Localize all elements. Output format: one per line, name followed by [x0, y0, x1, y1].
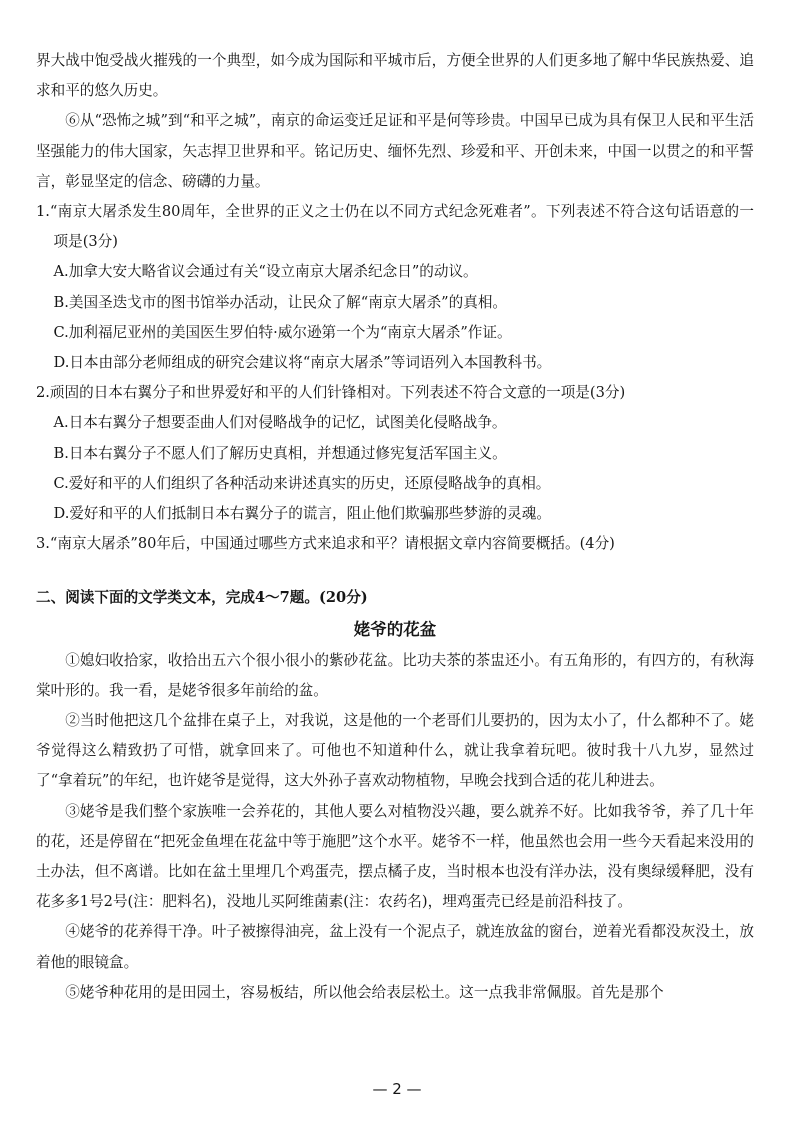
passage-paragraph: 界大战中饱受战火摧残的一个典型，如今成为国际和平城市后，方便全世界的人们更多地了解中华民族热爱、追求和平的悠久历史。	[36, 52, 754, 100]
question-option: C.爱好和平的人们组织了各种活动来讲述真实的历史，还原侵略战争的真相。	[53, 474, 551, 492]
question-option: C.加利福尼亚州的美国医生罗伯特·威尔逊第一个为“南京大屠杀”作证。	[53, 323, 512, 341]
question-option: A.加拿大安大略省议会通过有关“设立南京大屠杀纪念日”的动议。	[53, 263, 478, 281]
question-option: D.爱好和平的人们抵制日本右翼分子的谎言，阻止他们欺骗那些梦游的灵魂。	[53, 505, 551, 523]
question-stem: 2.顽固的日本右翼分子和世界爱好和平的人们针锋相对。下列表述不符合文意的一项是(3分)	[36, 384, 626, 402]
question-option: D.日本由部分老师组成的研究会建议将“南京大屠杀”等词语列入本国教科书。	[53, 354, 552, 372]
question-option: A.日本右翼分子想要歪曲人们对侵略战争的记忆，试图美化侵略战争。	[53, 414, 507, 432]
story-title: 姥爷的花盆	[353, 619, 437, 639]
story-paragraph: ②当时他把这几个盆排在桌子上，对我说，这是他的一个老哥们儿要扔的，因为太小了，什么都种不了。姥爷觉得这么精致扔了可惜，就拿回来了。可他也不知道种什么，就让我拿着玩吧。彼时我十八九岁，显然过了“拿着玩”的年纪，也许姥爷是觉得，这大外孙子喜欢动物植物，早晚会找到合适的花儿种进去。	[36, 712, 754, 790]
page-number: — 2 —	[372, 1080, 422, 1098]
story-paragraph: ①媳妇收拾家，收拾出五六个很小很小的紫砂花盆。比功夫茶的茶盅还小。有五角形的，有四方的，有秋海棠叶形的。我一看，是姥爷很多年前给的盆。	[36, 651, 754, 699]
question-stem: 1.“南京大屠杀发生80周年，全世界的正义之士仍在以不同方式纪念死难者”。下列表述不符合这句话语意的一项是(3分)	[36, 203, 754, 251]
question-3: 3.“南京大屠杀”80年后，中国通过哪些方式来追求和平？请根据文章内容简要概括。(4分)	[36, 535, 615, 553]
section-heading: 二、阅读下面的文学类文本，完成4～7题。(20分)	[36, 589, 368, 607]
question-option: B.美国圣迭戈市的图书馆举办活动，让民众了解“南京大屠杀”的真相。	[53, 293, 508, 311]
passage-paragraph: ⑥从“恐怖之城”到“和平之城”，南京的命运变迁足证和平是何等珍贵。中国早已成为具有保卫人民和平生活坚强能力的伟大国家，矢志捍卫世界和平。铭记历史、缅怀先烈、珍爱和平、开创未来，中国一以贯之的和平誓言，彰显坚定的信念、磅礴的力量。	[36, 112, 754, 190]
story-paragraph: ④姥爷的花养得干净。叶子被擦得油亮，盆上没有一个泥点子，就连放盆的窗台，逆着光看都没灰没土，放着他的眼镜盒。	[36, 923, 754, 971]
story-paragraph: ⑤姥爷种花用的是田园土，容易板结，所以他会给表层松土。这一点我非常佩服。首先是那个	[65, 983, 664, 1001]
question-option: B.日本右翼分子不愿人们了解历史真相，并想通过修宪复活军国主义。	[53, 444, 507, 462]
question-2	[36, 378, 754, 529]
question-1	[36, 197, 754, 378]
section-2	[36, 583, 754, 1008]
story-paragraph: ③姥爷是我们整个家族唯一会养花的，其他人要么对植物没兴趣，要么就养不好。比如我爷爷，养了几十年的花，还是停留在“把死金鱼埋在花盆中等于施肥”这个水平。姥爷不一样，他虽然也会用一些今天看起来没用的土办法，但不离谱。比如在盆土里埋几个鸡蛋壳，摆点橘子皮，当时根本也没有洋办法，没有奥绿缓释肥，没有花多多1号2号(注：肥料名)，没地儿买阿维菌素(注：农药名)，埋鸡蛋壳已经是前沿科技了。	[36, 802, 754, 911]
